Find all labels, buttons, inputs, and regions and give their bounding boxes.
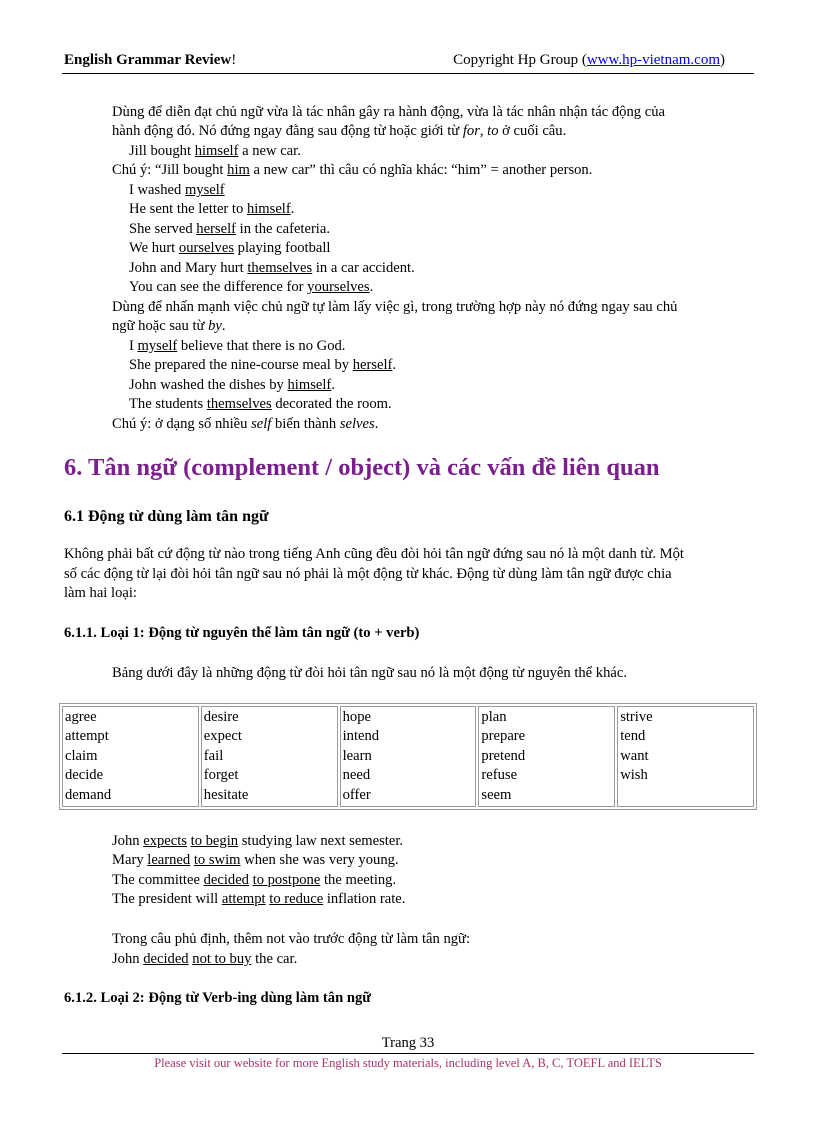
verb-column — [201, 706, 338, 807]
example-line: I washed myself — [129, 182, 225, 198]
body-line: Bảng dưới đây là những động từ đòi hỏi tân ngữ sau nó là một động từ nguyên thể khác. — [112, 665, 628, 681]
example-line: I myself believe that there is no God. — [129, 338, 346, 354]
verb-cell: wish — [620, 767, 648, 784]
verb-cell: seem — [481, 786, 512, 803]
verb-cell: desire — [203, 709, 239, 725]
header-title: English Grammar Review! — [64, 52, 237, 68]
header-copyright: Copyright Hp Group (www.hp-vietnam.com) — [453, 52, 725, 68]
para-2-line-2: ngữ hoặc sau từ by. — [112, 318, 226, 334]
example-line: The committee decided to postpone the meeting. — [112, 872, 397, 888]
verb-cell: attempt — [65, 728, 109, 745]
body-line: Trong câu phủ định, thêm not vào trước động từ làm tân ngữ: — [112, 931, 471, 947]
footer-note: Please visit our website for more English study materials, including level A, B, C, TOEFL and IELTS — [154, 1056, 662, 1070]
para-1-line-1: Dùng để diễn đạt chủ ngữ vừa là tác nhân gây ra hành động, vừa là tác nhân nhận tác động của — [112, 104, 665, 120]
body-line: số các động từ lại đòi hỏi tân ngữ sau nó phải là một động từ khác. Động từ dùng làm tân ngữ được chia — [64, 566, 672, 582]
verb-cell: claim — [65, 747, 98, 764]
verb-cell: prepare — [481, 728, 526, 745]
verb-cell: strive — [620, 709, 653, 725]
verb-cell: plan — [481, 709, 507, 725]
example-line: John washed the dishes by himself. — [129, 377, 335, 393]
page-number: Trang 33 — [381, 1035, 435, 1051]
example-line: She prepared the nine-course meal by herself. — [129, 357, 397, 373]
para-2-line-1: Dùng để nhấn mạnh việc chủ ngữ tự làm lấy việc gì, trong trường hợp này nó đứng ngay sau chủ — [112, 299, 678, 315]
verb-cell: fail — [203, 747, 224, 764]
verb-cell: offer — [342, 786, 371, 803]
verb-cell: hope — [342, 709, 371, 725]
verb-cell: demand — [65, 786, 112, 803]
verb-cell: want — [620, 747, 649, 764]
section-heading: 6. Tân ngữ (complement / object) và các vấn đề liên quan — [64, 454, 660, 481]
verb-cell: refuse — [481, 767, 518, 784]
note-line: Chú ý: “Jill bought him a new car” thì câu có nghĩa khác: “him” = another person. — [112, 162, 593, 178]
subsubsection-heading: 6.1.1. Loại 1: Động từ nguyên thể làm tân ngữ (to + verb) — [64, 625, 420, 641]
example-line: You can see the difference for yourselves. — [129, 279, 374, 295]
verb-cell: pretend — [481, 747, 526, 764]
example-line: John decided not to buy the car. — [112, 951, 298, 967]
example-line: John expects to begin studying law next semester. — [112, 833, 404, 849]
verb-table — [59, 703, 757, 810]
verb-cell: hesitate — [203, 786, 249, 803]
example-line: She served herself in the cafeteria. — [129, 221, 330, 237]
example-line: The students themselves decorated the room. — [129, 396, 392, 412]
verb-column — [617, 706, 754, 807]
verb-cell: forget — [203, 767, 239, 784]
para-1-line-2: hành động đó. Nó đứng ngay đằng sau động từ hoặc giới từ for, to ở cuối câu. — [112, 123, 567, 139]
example-line: He sent the letter to himself. — [129, 201, 295, 217]
example-line: John and Mary hurt themselves in a car accident. — [129, 260, 415, 276]
example-line: The president will attempt to reduce inflation rate. — [112, 891, 406, 907]
subsubsection-heading: 6.1.2. Loại 2: Động từ Verb-ing dùng làm tân ngữ — [64, 990, 372, 1006]
example-line: We hurt ourselves playing football — [129, 240, 331, 256]
subsection-heading: 6.1 Động từ dùng làm tân ngữ — [64, 508, 269, 525]
body-line: Không phải bất cứ động từ nào trong tiếng Anh cũng đều đòi hỏi tân ngữ đứng sau nó là một danh từ. Một — [64, 546, 684, 562]
verb-cell: expect — [203, 728, 242, 745]
verb-column — [478, 706, 615, 807]
header-rule — [62, 73, 754, 74]
verb-column — [62, 706, 199, 807]
verb-cell: tend — [620, 728, 646, 745]
verb-column — [340, 706, 477, 807]
verb-cell: decide — [65, 767, 104, 784]
page-header — [64, 52, 725, 72]
verb-cell: agree — [65, 709, 97, 725]
verb-cell: learn — [342, 747, 372, 764]
note-line: Chú ý: ở dạng số nhiều self biến thành selves. — [112, 416, 379, 432]
example-line: Jill bought himself a new car. — [129, 143, 301, 159]
footer-rule — [62, 1053, 754, 1054]
verb-cell: need — [342, 767, 371, 784]
verb-cell: intend — [342, 728, 380, 745]
website-link[interactable]: www.hp-vietnam.com — [586, 52, 720, 68]
body-line: làm hai loại: — [64, 585, 137, 601]
example-line: Mary learned to swim when she was very young. — [112, 852, 399, 868]
